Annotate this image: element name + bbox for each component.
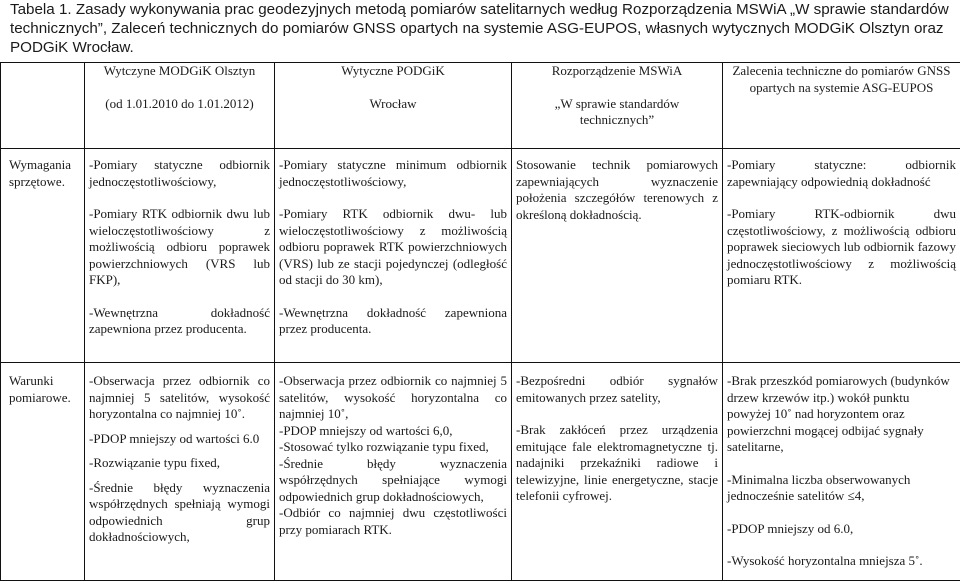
cell-text: -Pomiary RTK-odbiornik dwu częstotliwościowy, z możliwością odbioru poprawek sieciowych lub odbiornik fazowy jednoczęstotliwościowy z możliwością pomiaru RTK. <box>727 206 956 289</box>
table-header-row <box>1 63 960 149</box>
header-podgik-title: Wytyczne PODGiK <box>279 63 507 80</box>
header-podgik-city: Wrocław <box>279 96 507 113</box>
cell-conditions-podgik <box>275 363 512 581</box>
header-mswia-subtitle: „W sprawie standardów technicznych” <box>516 96 718 129</box>
cell-text: -Obserwacja przez odbiornik co najmniej 5 satelitów, wysokość horyzontalna co najmniej 10˚. <box>89 373 270 423</box>
header-podgik-wroclaw <box>275 63 512 149</box>
cell-text: -Obserwacja przez odbiornik co najmniej 5 satelitów, wysokość horyzontalna co najmniej 10˚, <box>279 373 507 423</box>
cell-text: -Pomiary statyczne: odbiornik zapewniający odpowiednią dokładność <box>727 157 956 190</box>
corner-cell <box>1 63 85 149</box>
cell-text: -Średnie błędy wyznaczenia współrzędnych spełniające wymogi odpowiednich grup dokładnościowych, <box>279 456 507 506</box>
header-modgik-olsztyn <box>85 63 275 149</box>
cell-text: -Wewnętrzna dokładność zapewniona przez producenta. <box>279 305 507 338</box>
cell-text: -Wysokość horyzontalna mniejsza 5˚. <box>727 553 956 570</box>
cell-text: -Brak przeszkód pomiarowych (budynków drzew krzewów itp.) wokół punktu powyżej 10˚ nad horyzontem oraz powierzchni mogącej odbijać sygnały satelitarne, <box>727 373 956 456</box>
header-asg-eupos-title: Zalecenia techniczne do pomiarów GNSS opartych na systemie ASG-EUPOS <box>727 63 956 96</box>
cell-equipment-modgik <box>85 149 275 363</box>
cell-text: -PDOP mniejszy od wartości 6.0 <box>89 431 270 448</box>
cell-text: Stosowanie technik pomiarowych zapewniających wyznaczenie położenia szczegółów terenowych z określoną dokładnością. <box>516 157 718 223</box>
cell-text: -Średnie błędy wyznaczenia współrzędnych spełniają wymogi odpowiednich grup dokładnościowych, <box>89 480 270 546</box>
cell-equipment-mswia <box>512 149 723 363</box>
header-modgik-dates: (od 1.01.2010 do 1.01.2012) <box>89 96 270 113</box>
cell-text: -Brak zakłóceń przez urządzenia emitujące fale elektromagnetyczne tj. nadajniki przekaźniki radiowe i telewizyjne, linie energetyczne, stacje telefonii cyfrowej. <box>516 422 718 505</box>
cell-text: -Pomiary statyczne minimum odbiornik jednoczęstotliwościowy, <box>279 157 507 190</box>
header-modgik-title: Wytczyne MODGiK Olsztyn <box>89 63 270 80</box>
cell-text: -Stosować tylko rozwiązanie typu fixed, <box>279 439 507 456</box>
cell-text: -Rozwiązanie typu fixed, <box>89 455 270 472</box>
cell-equipment-podgik <box>275 149 512 363</box>
cell-conditions-mswia <box>512 363 723 581</box>
cell-text: -Odbiór co najmniej dwu częstotliwości przy pomiarach RTK. <box>279 505 507 538</box>
cell-text: -Pomiary RTK odbiornik dwu lub wieloczęstotliwościowy z możliwością odbioru poprawek powierzchniowych (VRS lub FKP), <box>89 206 270 289</box>
table-caption: Tabela 1. Zasady wykonywania prac geodezyjnych metodą pomiarów satelitarnych według Rozporządzenia MSWiA „W sprawie standardów technicznych”, Zaleceń technicznych do pomiarów GNSS opartych na systemie ASG-EUPOS, własnych wytycznych MODGiK Olsztyn oraz PODGiK Wrocław. <box>10 0 955 57</box>
table-row-equipment <box>1 149 960 363</box>
cell-text: -Bezpośredni odbiór sygnałów emitowanych przez satelity, <box>516 373 718 406</box>
cell-text: -Minimalna liczba obserwowanych jednocześnie satelitów ≤4, <box>727 472 956 505</box>
cell-equipment-asg-eupos <box>723 149 960 363</box>
cell-text: -Pomiary statyczne odbiornik jednoczęstotliwościowy, <box>89 157 270 190</box>
header-asg-eupos <box>723 63 960 149</box>
cell-text: -PDOP mniejszy od wartości 6,0, <box>279 423 507 440</box>
cell-text: -Wewnętrzna dokładność zapewniona przez producenta. <box>89 305 270 338</box>
header-mswia-title: Rozporządzenie MSWiA <box>516 63 718 80</box>
row-label-conditions: Warunki pomiarowe. <box>1 363 85 581</box>
header-mswia <box>512 63 723 149</box>
cell-text: -PDOP mniejszy od 6.0, <box>727 521 956 538</box>
cell-conditions-modgik <box>85 363 275 581</box>
cell-conditions-asg-eupos <box>723 363 960 581</box>
row-label-equipment: Wymagania sprzętowe. <box>1 149 85 363</box>
cell-text: -Pomiary RTK odbiornik dwu- lub wieloczęstotliwościowy z możliwością odbioru poprawek RTK powierzchniowych (VRS) lub ze stacji pojedynczej (odległość od stacji do 30 km), <box>279 206 507 289</box>
standards-table <box>0 62 960 581</box>
table-row-conditions <box>1 363 960 581</box>
